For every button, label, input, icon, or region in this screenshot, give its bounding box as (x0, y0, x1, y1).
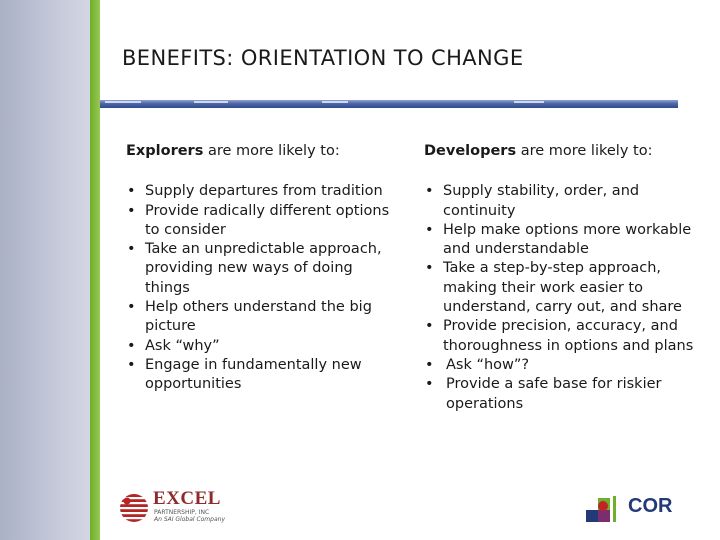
explorers-column (126, 142, 401, 395)
list-item: • Ask “how”? (424, 356, 714, 375)
list-item: • Provide precision, accuracy, and thoroughness in options and plans (424, 317, 714, 356)
developers-heading-rest: are more likely to: (516, 143, 653, 159)
rule-highlight (514, 101, 544, 103)
sidebar-panel (0, 0, 90, 540)
excel-logo-name: EXCEL (153, 488, 221, 509)
list-item: • Supply stability, order, and continuity (424, 182, 714, 221)
developers-column (424, 142, 714, 414)
list-item: • Help others understand the big picture (126, 298, 401, 337)
list-item: • Supply departures from tradition (126, 182, 401, 201)
developers-heading (424, 142, 714, 161)
green-accent-stripe (90, 0, 100, 540)
explorers-heading-rest: are more likely to: (203, 143, 340, 159)
cor-logo (586, 494, 676, 524)
developers-heading-bold: Developers (424, 143, 517, 159)
excel-globe-icon (118, 488, 152, 528)
list-item: • Take a step-by-step approach, making their work easier to understand, carry out, and share (424, 259, 714, 317)
explorers-heading-bold: Explorers (126, 143, 204, 159)
explorers-heading (126, 142, 401, 161)
cor-mark-icon (586, 494, 626, 524)
list-item: • Provide radically different options to consider (126, 202, 401, 241)
rule-highlight (322, 101, 348, 103)
list-item: • Take an unpredictable approach, providing new ways of doing things (126, 240, 401, 298)
explorers-list (126, 182, 401, 394)
developers-list (424, 182, 714, 414)
cor-logo-name: COR (628, 495, 673, 517)
rule-highlight (105, 101, 141, 103)
excel-logo-tagline: An SAI Global Company (154, 516, 225, 523)
excel-partnership-logo (118, 488, 238, 528)
excel-logo-subtitle: PARTNERSHIP, INC (154, 509, 210, 516)
slide-title: BENEFITS: ORIENTATION TO CHANGE (122, 46, 524, 70)
title-underline-bar (100, 100, 678, 108)
rule-highlight (194, 101, 228, 103)
list-item: • Ask “why” (126, 337, 401, 356)
list-item: • Provide a safe base for riskier operations (424, 375, 714, 414)
list-item: • Help make options more workable and understandable (424, 221, 714, 260)
list-item: • Engage in fundamentally new opportunities (126, 356, 401, 395)
